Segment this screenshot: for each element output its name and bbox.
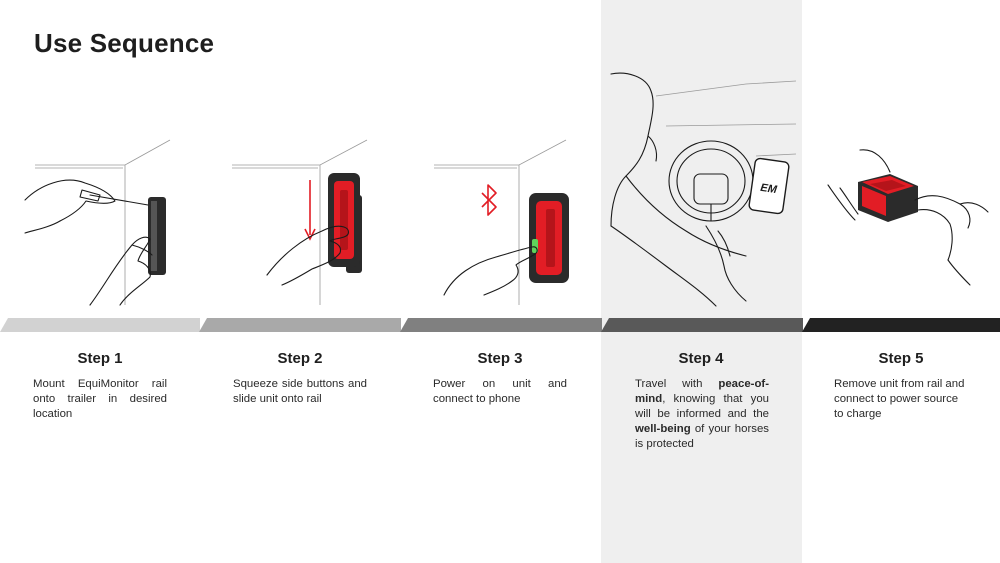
step-2-illustration [222, 135, 402, 310]
step-4-illustration [606, 66, 801, 311]
step-1-band [0, 318, 200, 332]
phone-logo: EM [759, 181, 778, 197]
step-2-title: Step 2 [277, 350, 323, 367]
step-5-description: Remove unit from rail and connect to power source to charge [834, 378, 965, 420]
step-2-description: Squeeze side buttons and slide unit onto rail [233, 378, 367, 405]
steering-wheel-icon [669, 141, 753, 221]
step-3-band [400, 318, 602, 332]
step-4-desc-part: of your horses is protected [635, 423, 769, 450]
down-arrow-icon [305, 180, 315, 239]
step-4-title: Step 4 [678, 350, 724, 367]
equimonitor-device [529, 193, 569, 283]
step-2-band [199, 318, 401, 332]
step-1-illustration [20, 135, 200, 310]
equimonitor-device [858, 174, 918, 222]
phone-icon [749, 158, 790, 214]
step-1-title: Step 1 [77, 350, 123, 367]
step-4-desc-emphasis: well-being [635, 423, 691, 435]
bluetooth-icon [482, 185, 496, 215]
step-4-desc-part: , knowing that you will be informed and the [635, 393, 769, 420]
step-3-title: Step 3 [477, 350, 523, 367]
step-4-desc-part: Travel with [635, 378, 719, 390]
step-5-title: Step 5 [878, 350, 924, 367]
step-4-band [601, 318, 803, 332]
step-4-desc-emphasis: peace-of-mind [635, 378, 769, 405]
step-3-illustration [424, 135, 604, 310]
step-1-description: Mount EquiMonitor rail onto trailer in desired location [33, 378, 167, 420]
step-3-description: Power on unit and connect to phone [433, 378, 567, 405]
equimonitor-device [328, 173, 362, 273]
page-title: Use Sequence [34, 28, 215, 58]
step-5-band [802, 318, 1000, 332]
screwdriver-icon [80, 190, 148, 205]
step-5-illustration [820, 140, 995, 310]
step-4-description [635, 377, 769, 452]
charging-cable-icon [828, 185, 858, 220]
